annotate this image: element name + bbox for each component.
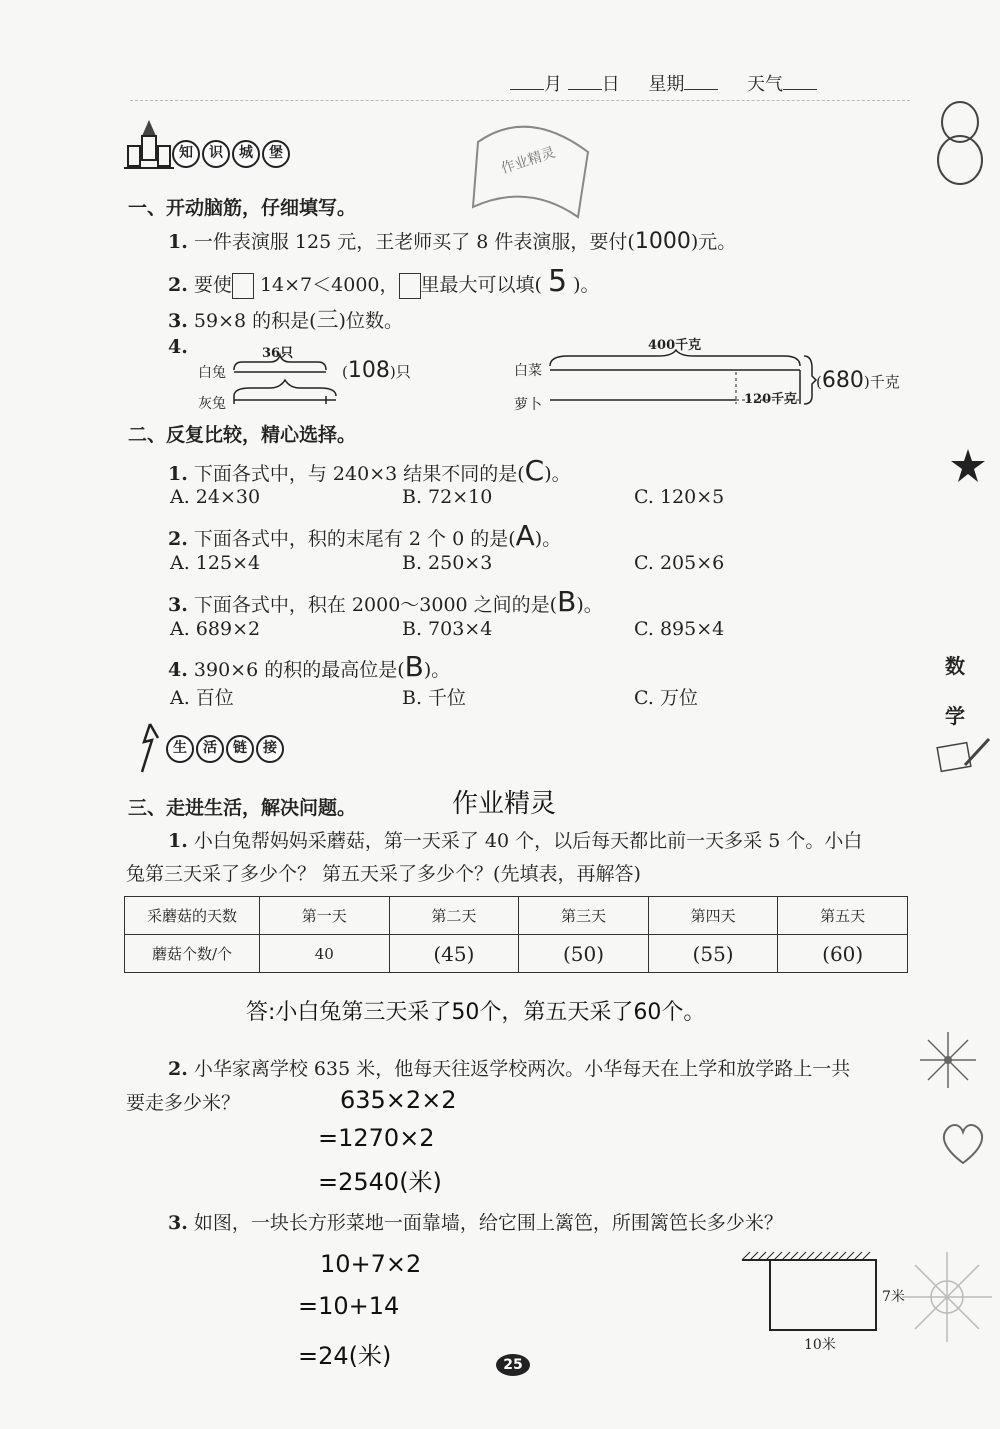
doll-icon: [935, 100, 985, 185]
table-header: 第一天: [260, 897, 390, 935]
table-header: 第三天: [519, 897, 649, 935]
banner2-char-2: 活: [196, 735, 224, 763]
part2-q3-opt-a: A. 689×2: [170, 618, 261, 640]
part3-q3-line: 3. 如图，一块长方形菜地一面靠墙，给它围上篱笆，所围篱笆长多少米？: [168, 1212, 783, 1234]
table-header: 采蘑菇的天数: [125, 897, 260, 935]
banner2-char-3: 链: [226, 735, 254, 763]
banner2-char-1: 生: [166, 735, 194, 763]
part2-q2-opt-b: B. 250×3: [402, 552, 493, 574]
blank-box: [399, 273, 421, 299]
answer-p2q4: B: [404, 650, 424, 683]
table-header: 第四天: [648, 897, 778, 935]
part3-q3-work-1: 10+7×2: [320, 1250, 422, 1278]
banner-char-1: 知: [172, 140, 200, 168]
weather-label: 天气: [746, 74, 783, 95]
label-7m: 7米: [882, 1289, 905, 1305]
snowflake-icon: [900, 1250, 995, 1345]
part3-q2-work-1: 635×2×2: [340, 1086, 457, 1114]
header-rule: [130, 100, 910, 101]
part3-q2-line2: 要走多少米？: [126, 1092, 241, 1114]
rabbit-answer: (108)只: [342, 358, 411, 383]
vegetable-answer: (680)千克: [816, 368, 900, 393]
subject-char-1: 数: [945, 654, 965, 678]
part3-handwriting: 作业精灵: [452, 789, 557, 819]
part3-q1-line1: 1. 小白兔帮妈妈采蘑菇，第一天采了 40 个，以后每天都比前一天多采 5 个。小白: [168, 830, 863, 852]
month-label: 月: [544, 74, 562, 95]
banner-char-3: 城: [232, 140, 260, 168]
weekday-label: 星期: [648, 74, 685, 95]
table-header: 第五天: [778, 897, 908, 935]
subject-char-2: 学: [945, 704, 965, 728]
snowflake-icon: [918, 1030, 978, 1090]
label-grey-rabbit: 灰兔: [198, 396, 226, 412]
part2-q4-opt-b: B. 千位: [402, 687, 467, 709]
part2-title: 二、反复比较，精心选择。: [128, 424, 357, 446]
part1-q4-num: 4.: [168, 336, 188, 358]
part1-q1: 1. 一件表演服 125 元，王老师买了 8 件表演服，要付(1000)元。: [168, 229, 737, 254]
part2-q2: 2. 下面各式中，积的末尾有 2 个 0 的是(A)。: [168, 519, 562, 552]
banner-char-4: 堡: [262, 140, 290, 168]
day-label: 日: [601, 74, 620, 95]
table-cell: (50): [519, 935, 649, 973]
castle-icon: [124, 118, 174, 172]
fairy-icon: [130, 720, 170, 776]
zhishi-banner: [172, 140, 292, 168]
mushroom-table: [124, 896, 908, 973]
answer-q2: 5: [547, 264, 568, 299]
part3-title: 三、走进生活，解决问题。: [128, 797, 357, 819]
part3-q1-line2: 兔第三天采了多少个？ 第五天采了多少个？(先填表，再解答): [126, 863, 641, 885]
label-radish: 萝卜: [514, 397, 542, 413]
part1-q3: 3. 59×8 的积是(三)位数。: [168, 308, 403, 333]
table-cell: (45): [389, 935, 519, 973]
part2-q1-opt-a: A. 24×30: [170, 486, 261, 508]
banner-char-2: 识: [202, 140, 230, 168]
table-cell: (60): [778, 935, 908, 973]
part1-q2: 2. 要使 14×7＜4000， 里最大可以填( 5 )。: [168, 264, 600, 299]
part2-q2-opt-c: C. 205×6: [634, 552, 725, 574]
label-36: 36只: [262, 346, 294, 361]
table-cell: 40: [260, 935, 390, 973]
rabbit-diagram: [230, 352, 340, 412]
answer-q1: 1000: [634, 229, 691, 254]
table-cell: 蘑菇个数/个: [125, 935, 260, 973]
table-cell: (55): [648, 935, 778, 973]
part3-q2-line1: 2. 小华家离学校 635 米，他每天往返学校两次。小华每天在上学和放学路上一共: [168, 1058, 851, 1080]
part2-q1-opt-b: B. 72×10: [402, 486, 493, 508]
label-10m: 10米: [804, 1337, 836, 1353]
label-cabbage: 白菜: [514, 363, 542, 379]
part2-q1: 1. 下面各式中，与 240×3 结果不同的是(C)。: [168, 454, 571, 487]
table-header: 第二天: [389, 897, 519, 935]
part3-q2-work-2: =1270×2: [318, 1124, 435, 1152]
part3-q1-answer: 答:小白兔第三天采了50个，第五天采了60个。: [246, 1000, 706, 1025]
pencil-icon: [935, 735, 990, 775]
shenghuo-banner: [166, 735, 286, 763]
answer-p2q1: C: [524, 454, 545, 487]
part3-q3-work-2: =10+14: [298, 1292, 400, 1320]
part2-q4-opt-c: C. 万位: [634, 687, 698, 709]
part2-q3-opt-c: C. 895×4: [634, 618, 725, 640]
answer-p2q2: A: [515, 519, 535, 552]
answer-q3: 三: [316, 308, 339, 333]
table-row: [125, 935, 908, 973]
star-icon: [950, 448, 986, 484]
banner2-char-4: 接: [256, 735, 284, 763]
table-row: [125, 897, 908, 935]
garden-figure: [738, 1248, 878, 1333]
heart-icon: [938, 1118, 988, 1168]
part1-title: 一、开动脑筋，仔细填写。: [128, 197, 357, 219]
part2-q2-opt-a: A. 125×4: [170, 552, 261, 574]
part2-q1-opt-c: C. 120×5: [634, 486, 725, 508]
label-400: 400千克: [648, 338, 702, 353]
label-120: 120千克: [744, 392, 798, 407]
part2-q3-opt-b: B. 703×4: [402, 618, 493, 640]
part3-q2-work-3: =2540(米): [318, 1168, 442, 1196]
date-header: [510, 70, 817, 96]
page-number: 25: [496, 1354, 530, 1376]
blank-box: [232, 273, 254, 299]
part2-q3: 3. 下面各式中，积在 2000～3000 之间的是(B)。: [168, 585, 603, 618]
part3-q3-work-3: =24(米): [298, 1342, 392, 1370]
stamp-text: 作业精灵: [499, 144, 558, 178]
answer-p2q3: B: [557, 585, 577, 618]
label-white-rabbit: 白兔: [198, 365, 226, 381]
part2-q4: 4. 390×6 的积的最高位是(B)。: [168, 650, 451, 683]
part2-q4-opt-a: A. 百位: [170, 687, 234, 709]
